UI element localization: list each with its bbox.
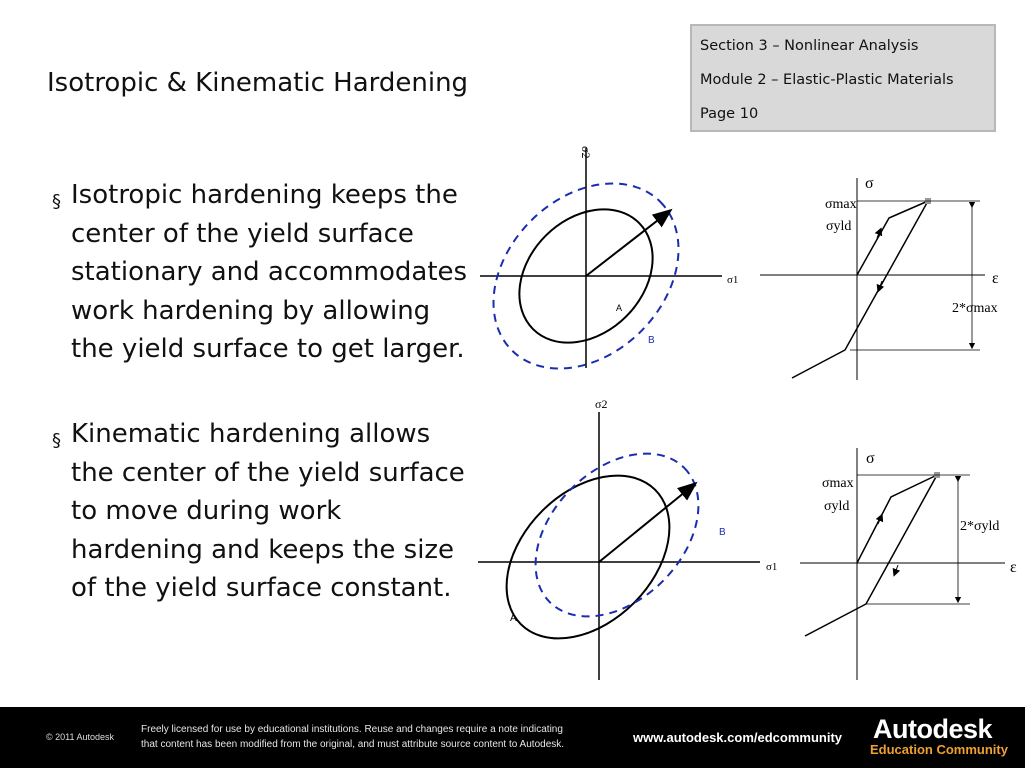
hysteresis-path xyxy=(792,201,928,378)
edcommunity-link[interactable]: www.autodesk.com/edcommunity xyxy=(633,730,843,745)
sigma-yld-label: σyld xyxy=(824,499,850,514)
label-b: B xyxy=(719,527,726,538)
bullet-line: the yield surface to get larger. xyxy=(71,334,465,364)
sigma2-label: σ2 xyxy=(579,146,593,159)
label-b: B xyxy=(648,335,655,346)
kinematic-stress-strain-curve xyxy=(800,448,1017,680)
sigma-label: σ xyxy=(865,175,874,192)
epsilon-label: ε xyxy=(1010,559,1017,576)
license-line: that content has been modified from the original, and must attribute source content to Autodesk. xyxy=(141,739,565,750)
isotropic-yield-diagram xyxy=(457,146,739,405)
license-line: Freely licensed for use by educational institutions. Reuse and changes require a note indicating xyxy=(141,724,563,735)
load-vector-arrow xyxy=(586,210,671,276)
autodesk-logo: Autodesk xyxy=(873,714,993,744)
kinematic-yield-diagram xyxy=(475,397,778,680)
epsilon-label: ε xyxy=(992,270,999,287)
page-label: Page 10 xyxy=(700,106,759,122)
isotropic-stress-strain-curve xyxy=(760,175,999,380)
section-label: Section 3 – Nonlinear Analysis xyxy=(700,38,919,54)
initial-yield-surface-a xyxy=(475,444,701,670)
bullet-line: center of the yield surface xyxy=(71,218,414,249)
load-vector-arrow xyxy=(599,483,696,562)
bullet-line: work hardening by allowing xyxy=(71,295,431,326)
slide-title: Isotropic & Kinematic Hardening xyxy=(47,68,469,98)
sigma-yld-label: σyld xyxy=(826,219,852,234)
bullet-marker: § xyxy=(52,430,61,451)
range-label: 2*σmax xyxy=(952,301,998,316)
bullet-line: of the yield surface constant. xyxy=(71,573,452,603)
sigma-max-label: σmax xyxy=(822,476,854,491)
bullet-line: stationary and accommodates xyxy=(71,257,468,287)
bullet-line: the center of the yield surface xyxy=(71,457,465,488)
unloading-arrow xyxy=(895,565,898,573)
module-label: Module 2 – Elastic-Plastic Materials xyxy=(700,72,954,88)
sigma1-label: σ1 xyxy=(766,561,778,573)
shifted-yield-surface-b xyxy=(504,422,730,648)
label-a: A xyxy=(510,613,517,624)
sigma1-label: σ1 xyxy=(727,274,739,286)
range-label: 2*σyld xyxy=(960,519,1000,534)
sigma-label: σ xyxy=(866,450,875,467)
sigma-max-label: σmax xyxy=(825,197,857,212)
bullet-line: to move during work xyxy=(71,496,342,526)
bullet-marker: § xyxy=(52,191,61,212)
license-text xyxy=(141,722,621,752)
education-community-logo-text: Education Community xyxy=(870,742,1008,757)
footer-bar xyxy=(0,707,1025,768)
bullet-line: hardening and keeps the size xyxy=(71,534,455,565)
bullet-line: Isotropic hardening keeps the xyxy=(71,180,458,210)
label-a: A xyxy=(616,303,623,313)
sigma2-label: σ2 xyxy=(595,397,608,411)
copyright-text: © 2011 Autodesk xyxy=(46,732,115,742)
bullet-line: Kinematic hardening allows xyxy=(71,419,431,449)
